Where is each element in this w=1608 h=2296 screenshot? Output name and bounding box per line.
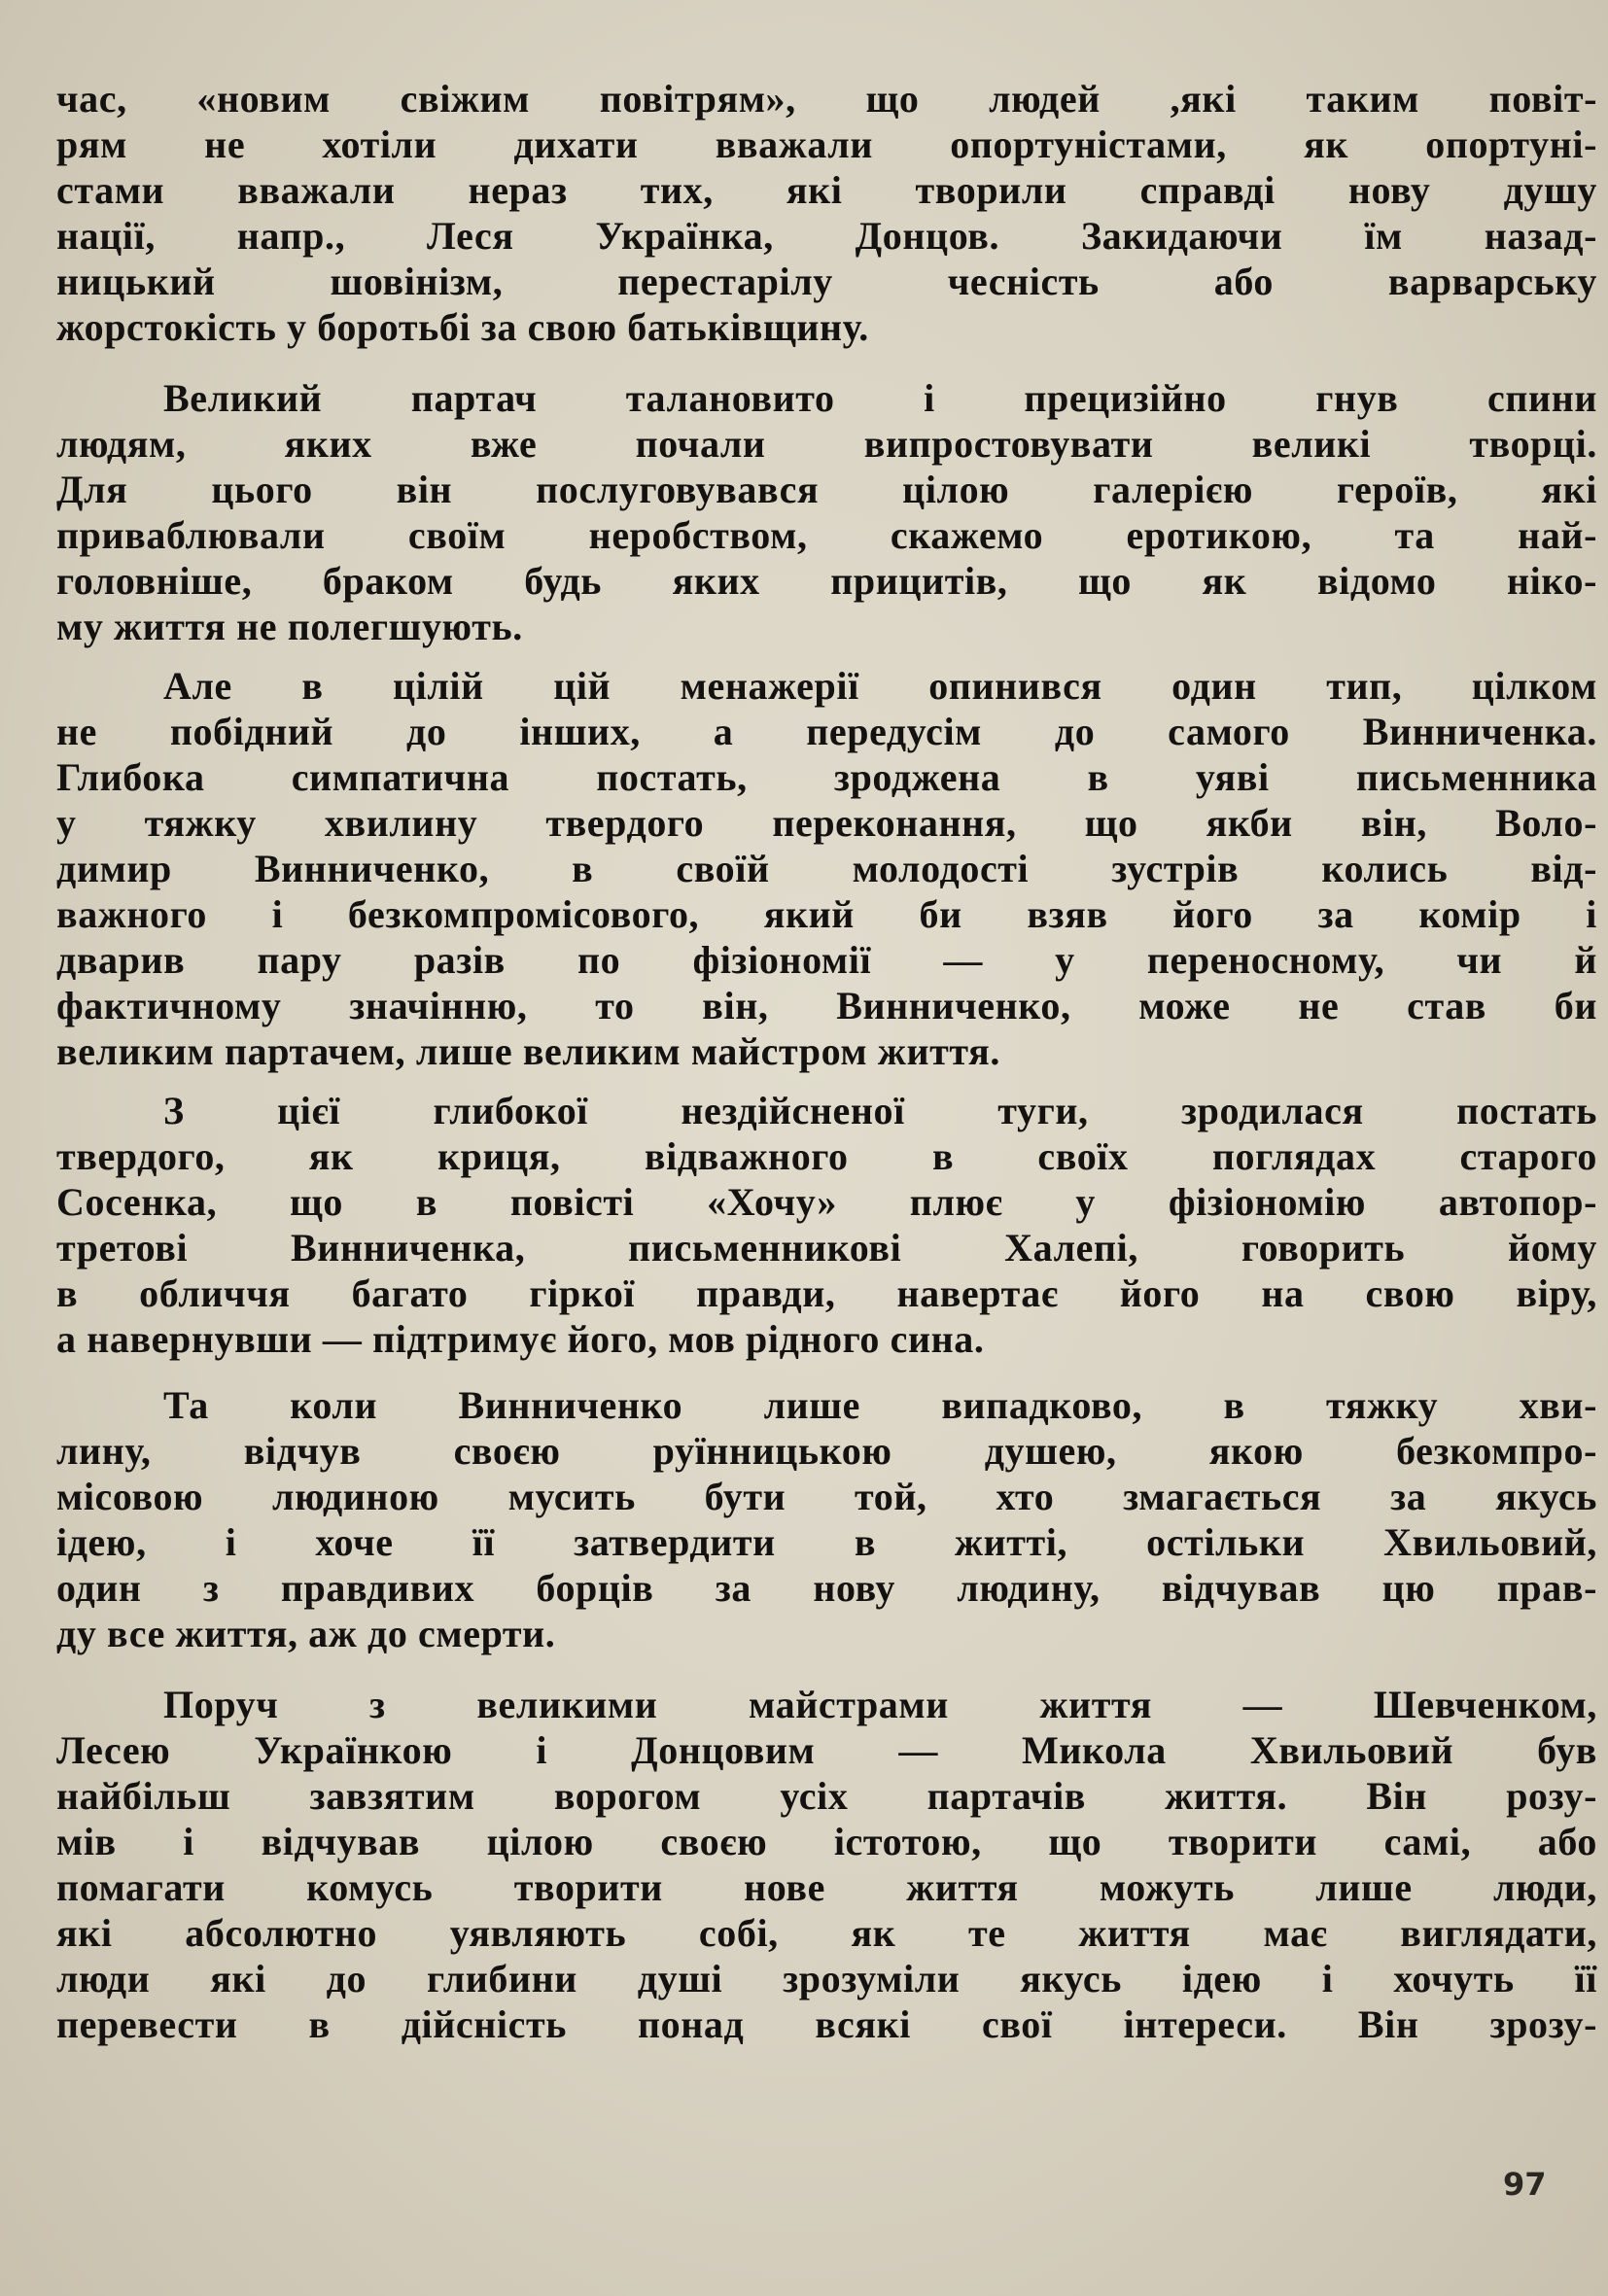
- text-line: помагати комусь творити нове життя можуть лише люди,: [56, 1865, 1597, 1909]
- page-number: 97: [1503, 2166, 1547, 2203]
- text-line: люди які до глибини душі зрозуміли якусь ідею і хочуть її: [56, 1957, 1597, 2000]
- text-line: нації, напр., Леся Українка, Донцов. Закидаючи їм назад-: [56, 214, 1597, 258]
- text-line: димир Винниченко, в своїй молодості зустрів колись від-: [56, 847, 1597, 890]
- text-line: важного і безкомпромісового, який би взяв його за комір і: [56, 892, 1597, 936]
- text-line: ницький шовінізм, перестарілу чесність або варварську: [56, 260, 1597, 303]
- text-line: Великий партач талановито і прецизійно гнув спини: [163, 376, 1597, 420]
- text-line: головніше, браком будь яких прицитів, що як відомо ніко-: [56, 559, 1597, 603]
- text-line: ду все життя, аж до смерти.: [56, 1612, 556, 1655]
- text-line: перевести в дійсність понад всякі свої інтереси. Він зрозу-: [56, 2002, 1597, 2046]
- text-line: Поруч з великими майстрами життя — Шевченком,: [163, 1683, 1597, 1726]
- text-line: людям, яких вже почали випростовувати великі творці.: [56, 422, 1597, 466]
- text-line: найбільш завзятим ворогом усіх партачів життя. Він розу-: [56, 1774, 1597, 1818]
- text-line: не побідний до інших, а передусім до самого Винниченка.: [56, 710, 1597, 753]
- text-line: приваблювали своїм неробством, скажемо еротикою, та най-: [56, 513, 1597, 557]
- text-line: в обличчя багато гіркої правди, навертає його на свою віру,: [56, 1271, 1597, 1315]
- text-line: жорстокість у боротьбі за свою батьківщину.: [56, 305, 869, 349]
- text-line: рям не хотіли дихати вважали опортуністами, як опортуні-: [56, 122, 1597, 166]
- text-line: великим партачем, лише великим майстром життя.: [56, 1029, 1000, 1073]
- text-line: Глибока симпатична постать, зроджена в уяві письменника: [56, 755, 1597, 799]
- text-line: Та коли Винниченко лише випадково, в тяжку хви-: [163, 1383, 1597, 1427]
- text-line: а навернувши — підтримує його, мов рідного сина.: [56, 1317, 985, 1361]
- text-line: які абсолютно уявляють собі, як те життя має виглядати,: [56, 1911, 1597, 1955]
- text-line: Але в цілій цій менажерії опинився один тип, цілком: [163, 664, 1597, 708]
- text-line: ідею, і хоче її затвердити в житті, остільки Хвильовий,: [56, 1520, 1597, 1564]
- text-line: час, «новим свіжим повітрям», що людей ,які таким повіт-: [56, 77, 1597, 121]
- text-line: один з правдивих борців за нову людину, відчував цю прав-: [56, 1566, 1597, 1610]
- text-line: фактичному значінню, то він, Винниченко, може не став би: [56, 984, 1597, 1027]
- text-line: твердого, як криця, відважного в своїх поглядах старого: [56, 1134, 1597, 1178]
- text-line: Для цього він послуговувався цілою галерією героїв, які: [56, 468, 1597, 511]
- book-page: [56, 76, 1597, 2244]
- text-line: Лесею Українкою і Донцовим — Микола Хвильовий був: [56, 1728, 1597, 1772]
- text-line: лину, відчув своєю руїнницькою душею, якою безкомпро-: [56, 1429, 1597, 1473]
- text-line: дварив пару разів по фізіономії — у переносному, чи й: [56, 938, 1597, 982]
- text-line: місовою людиною мусить бути той, хто змагається за якусь: [56, 1475, 1597, 1518]
- text-line: му життя не полегшують.: [56, 605, 523, 648]
- text-line: стами вважали нераз тих, які творили справді нову душу: [56, 168, 1597, 212]
- text-line: Сосенка, що в повісті «Хочу» плює у фізіономію автопор-: [56, 1180, 1597, 1224]
- text-line: третові Винниченка, письменникові Халепі, говорить йому: [56, 1226, 1597, 1270]
- text-line: З цієї глибокої нездійсненої туги, зродилася постать: [163, 1089, 1597, 1132]
- text-line: у тяжку хвилину твердого переконання, що якби він, Воло-: [56, 801, 1597, 845]
- text-line: мів і відчував цілою своєю істотою, що творити самі, або: [56, 1820, 1597, 1863]
